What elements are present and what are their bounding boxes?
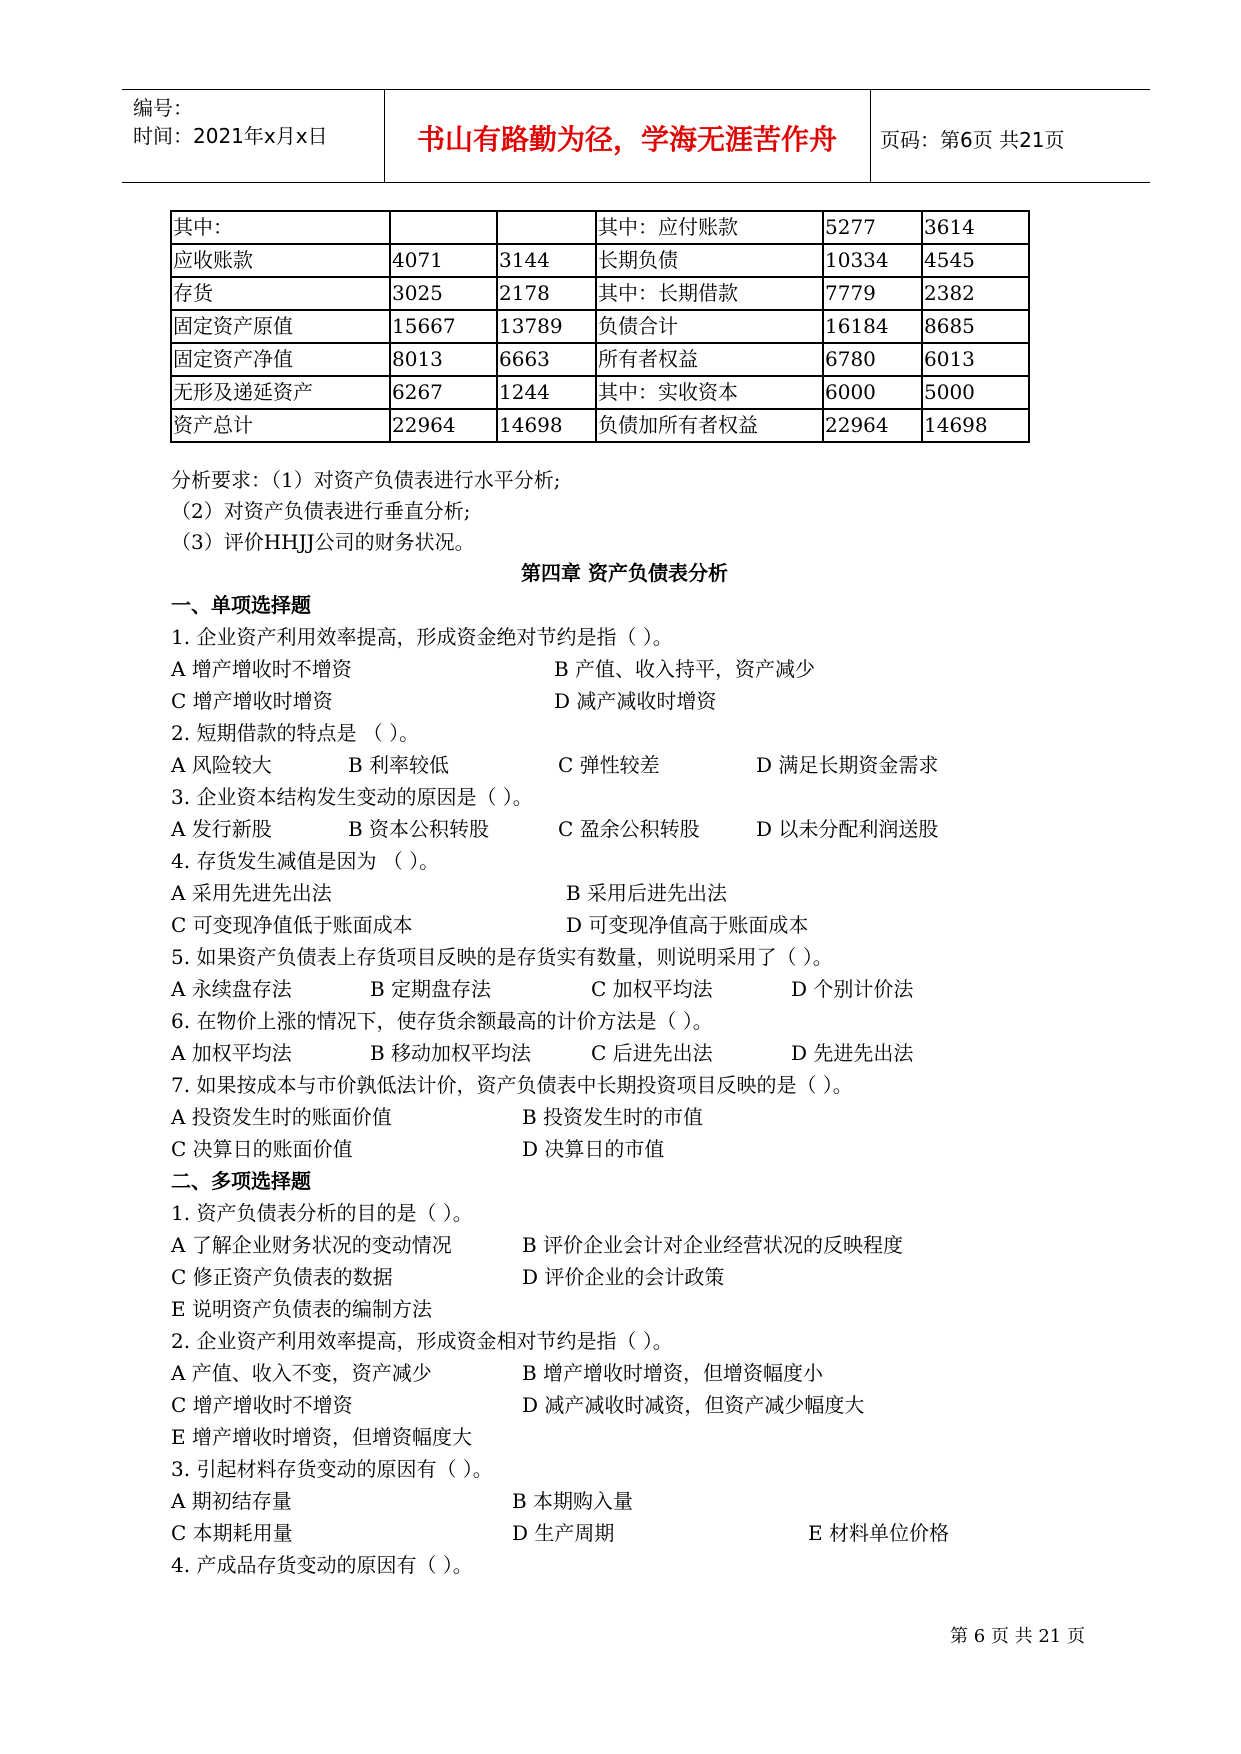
table-cell: 存货 (171, 277, 390, 310)
option-a: A 发行新股 (171, 817, 272, 841)
table-cell: 固定资产原值 (171, 310, 390, 343)
table-row (171, 310, 1029, 343)
option-c: C 可变现净值低于账面成本 (171, 913, 413, 937)
option-d: D 先进先出法 (791, 1041, 914, 1065)
option-c: C 决算日的账面价值 (171, 1137, 353, 1161)
section-title-single-choice: 一、单项选择题 (171, 593, 311, 617)
option-d: D 可变现净值高于账面成本 (566, 913, 809, 937)
table-cell: 其中：长期借款 (596, 277, 823, 310)
option-c: C 增产增收时不增资 (171, 1393, 353, 1417)
requirement-3: （3）评价HHJJ公司的财务状况。 (171, 530, 475, 554)
table-row (171, 211, 1029, 244)
option-b: B 利率较低 (348, 753, 450, 777)
table-cell: 5277 (823, 211, 922, 244)
table-cell: 2178 (497, 277, 596, 310)
table-cell: 4071 (390, 244, 497, 277)
table-row (171, 277, 1029, 310)
table-cell: 4545 (922, 244, 1029, 277)
question-text: 3. 引起材料存货变动的原因有（ ）。 (171, 1457, 493, 1481)
option-d: D 满足长期资金需求 (756, 753, 939, 777)
table-cell (497, 211, 596, 244)
option-a: A 加权平均法 (171, 1041, 292, 1065)
option-b: B 采用后进先出法 (566, 881, 728, 905)
table-cell: 6013 (922, 343, 1029, 376)
header-bottom-rule (122, 182, 1150, 183)
option-a: A 风险较大 (171, 753, 272, 777)
option-e: E 说明资产负债表的编制方法 (171, 1297, 432, 1321)
table-cell: 22964 (823, 409, 922, 442)
question-text: 1. 企业资产利用效率提高，形成资金绝对节约是指（ ）。 (171, 625, 673, 649)
table-cell: 所有者权益 (596, 343, 823, 376)
table-row (171, 376, 1029, 409)
table-cell: 应收账款 (171, 244, 390, 277)
option-b: B 定期盘存法 (370, 977, 492, 1001)
table-cell: 负债合计 (596, 310, 823, 343)
option-c: C 修正资产负债表的数据 (171, 1265, 393, 1289)
option-c: C 盈余公积转股 (558, 817, 700, 841)
option-b: B 移动加权平均法 (370, 1041, 532, 1065)
section-title-multiple-choice: 二、多项选择题 (171, 1169, 311, 1193)
question-text: 7. 如果按成本与市价孰低法计价，资产负债表中长期投资项目反映的是（ ）。 (171, 1073, 853, 1097)
doc-time-label: 时间：2021年x月x日 (133, 124, 328, 148)
option-b: B 评价企业会计对企业经营状况的反映程度 (522, 1233, 904, 1257)
header-motto: 书山有路勤为径，学海无涯苦作舟 (416, 123, 837, 156)
table-cell: 3614 (922, 211, 1029, 244)
page-number-label: 页码：第6页 共21页 (880, 128, 1065, 152)
option-d: D 以未分配利润送股 (756, 817, 939, 841)
option-d: D 个别计价法 (791, 977, 914, 1001)
table-cell: 13789 (497, 310, 596, 343)
option-a: A 增产增收时不增资 (171, 657, 352, 681)
option-e: E 增产增收时增资，但增资幅度大 (171, 1425, 472, 1449)
option-b: B 本期购入量 (512, 1489, 634, 1513)
option-a: A 投资发生时的账面价值 (171, 1105, 392, 1129)
option-c: C 后进先出法 (591, 1041, 713, 1065)
option-c: C 加权平均法 (591, 977, 713, 1001)
table-cell: 6663 (497, 343, 596, 376)
option-d: D 减产减收时减资，但资产减少幅度大 (522, 1393, 865, 1417)
requirement-2: （2）对资产负债表进行垂直分析; (171, 499, 471, 523)
table-cell: 其中：应付账款 (596, 211, 823, 244)
table-cell: 2382 (922, 277, 1029, 310)
option-c: C 增产增收时增资 (171, 689, 333, 713)
table-cell: 6000 (823, 376, 922, 409)
table-cell: 7779 (823, 277, 922, 310)
option-d: D 评价企业的会计政策 (522, 1265, 725, 1289)
option-b: B 增产增收时增资，但增资幅度小 (522, 1361, 824, 1385)
option-d: D 决算日的市值 (522, 1137, 665, 1161)
table-cell: 3144 (497, 244, 596, 277)
table-cell: 15667 (390, 310, 497, 343)
table-cell: 16184 (823, 310, 922, 343)
page-footer: 第 6 页 共 21 页 (950, 1626, 1085, 1647)
table-cell (390, 211, 497, 244)
table-row (171, 244, 1029, 277)
requirement-1: 分析要求：（1）对资产负债表进行水平分析; (171, 468, 561, 492)
question-text: 6. 在物价上涨的情况下，使存货余额最高的计价方法是（ ）。 (171, 1009, 713, 1033)
doc-number-label: 编号： (133, 96, 193, 120)
option-b: B 资本公积转股 (348, 817, 490, 841)
option-c: C 弹性较差 (558, 753, 660, 777)
table-cell: 8685 (922, 310, 1029, 343)
header-divider-right (870, 90, 871, 182)
option-a: A 产值、收入不变，资产减少 (171, 1361, 432, 1385)
table-cell: 5000 (922, 376, 1029, 409)
option-a: A 期初结存量 (171, 1489, 292, 1513)
table-cell: 负债加所有者权益 (596, 409, 823, 442)
balance-sheet-table (170, 210, 1030, 443)
question-text: 4. 产成品存货变动的原因有（ ）。 (171, 1553, 473, 1577)
table-cell: 1244 (497, 376, 596, 409)
option-b: B 投资发生时的市值 (522, 1105, 704, 1129)
question-text: 1. 资产负债表分析的目的是（ ）。 (171, 1201, 473, 1225)
table-cell: 长期负债 (596, 244, 823, 277)
table-row (171, 343, 1029, 376)
table-cell: 10334 (823, 244, 922, 277)
table-cell: 22964 (390, 409, 497, 442)
chapter-title: 第四章 资产负债表分析 (521, 561, 728, 585)
table-cell: 其中：实收资本 (596, 376, 823, 409)
table-row (171, 409, 1029, 442)
header-top-rule (122, 89, 1150, 90)
question-text: 3. 企业资本结构发生变动的原因是（ ）。 (171, 785, 533, 809)
option-e: E 材料单位价格 (808, 1521, 949, 1545)
question-text: 2. 企业资产利用效率提高，形成资金相对节约是指（ ）。 (171, 1329, 673, 1353)
option-a: A 采用先进先出法 (171, 881, 332, 905)
option-a: A 永续盘存法 (171, 977, 292, 1001)
option-c: C 本期耗用量 (171, 1521, 293, 1545)
option-a: A 了解企业财务状况的变动情况 (171, 1233, 452, 1257)
option-b: B 产值、收入持平，资产减少 (554, 657, 816, 681)
option-d: D 减产减收时增资 (554, 689, 717, 713)
question-text: 4. 存货发生减值是因为 （ ）。 (171, 849, 440, 873)
table-cell: 14698 (922, 409, 1029, 442)
table-cell: 固定资产净值 (171, 343, 390, 376)
table-cell: 8013 (390, 343, 497, 376)
question-text: 2. 短期借款的特点是 （ ）。 (171, 721, 420, 745)
question-text: 5. 如果资产负债表上存货项目反映的是存货实有数量，则说明采用了（ ）。 (171, 945, 833, 969)
table-cell: 3025 (390, 277, 497, 310)
table-cell: 6780 (823, 343, 922, 376)
table-cell: 6267 (390, 376, 497, 409)
option-d: D 生产周期 (512, 1521, 615, 1545)
table-cell: 14698 (497, 409, 596, 442)
table-cell: 其中： (171, 211, 390, 244)
table-cell: 无形及递延资产 (171, 376, 390, 409)
table-cell: 资产总计 (171, 409, 390, 442)
